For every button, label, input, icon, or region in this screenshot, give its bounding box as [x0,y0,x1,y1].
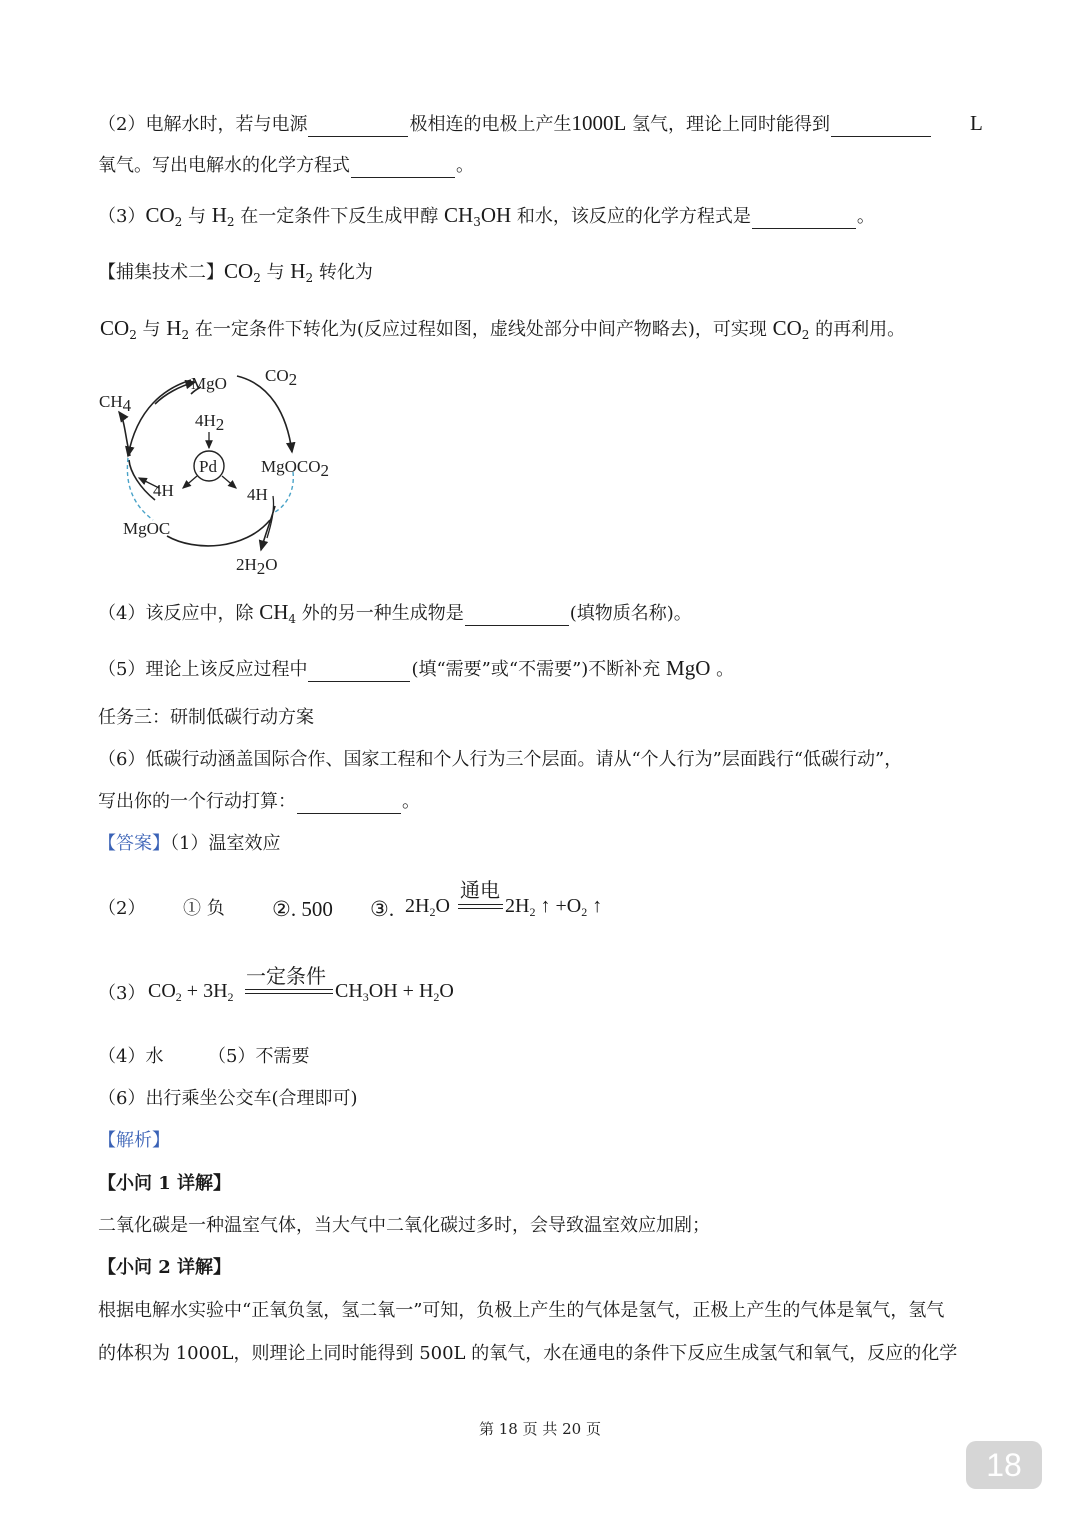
label-4h-left: 4H [153,481,174,500]
h-right-arrow [222,476,236,488]
question-2-line-2: 氧气。写出电解水的化学方程式 。 [98,155,474,176]
answer-2-1: ① 负 [183,898,225,919]
label-co2: CO2 [265,366,298,389]
question-5: （5）理论上该反应过程中 (填“需要”或“不需要”)不断补充 MgO 。 [98,656,735,680]
answer-3-pre: （3） [98,983,146,1004]
tech-2-heading: 【捕集技术二】$CO_2$ 与 $H_2$ 转化为 [98,259,373,285]
eq3-left: $CO_2 + 3H_2$ [148,980,234,1004]
task-3-heading: 任务三：研制低碳行动方案 [98,707,314,728]
label-4h-right: 4H [247,485,268,504]
label-water: 2H2O [236,555,278,578]
answer-4: （4）水 [98,1046,164,1067]
answer-blank [351,159,455,178]
eq2-condition: 通电 [460,878,500,902]
label-mgo: MgO [191,374,227,393]
label-mgoc: MgOC [123,519,171,538]
answer-blank [465,607,569,626]
question-6-line-1: （6）低碳行动涵盖国际合作、国家工程和个人行为三个层面。请从“个人行为”层面践行“低碳行动”， [98,749,903,770]
question-4: （4）该反应中，除 $CH_4$ 外的另一种生成物是 (填物质名称)。 [98,600,692,626]
arc-bottom-to-water [167,520,270,546]
answer-blank [308,663,410,682]
answer-blank [752,210,856,229]
eq3-condition: 一定条件 [246,964,326,988]
answer-blank [831,118,931,137]
eq3-equals [245,989,333,994]
arc-mgo-to-ch4 [128,380,191,456]
arc-ch4-branch [119,412,130,456]
sub-question-1-heading: 【小问 1 详解】 [98,1173,232,1194]
sub-question-2-heading: 【小问 2 详解】 [98,1257,232,1278]
eq3-right: $CH_3OH + H_2O$ [335,980,454,1004]
arc-mgo-to-mgoco2 [237,376,292,452]
unit-l: L [970,111,983,135]
reaction-cycle-diagram [95,360,355,580]
answer-2-pre: （2） [98,898,146,919]
intro-line: $CO_2$ 与 $H_2$ 在一定条件下转化为(反应过程如图，虚线处部分中间产物略去)，可实现 $CO_2$ 的再利用。 [100,316,906,342]
label-pd: Pd [199,457,217,476]
sub-question-1-text: 二氧化碳是一种温室气体，当大气中二氧化碳过多时，会导致温室效应加剧； [98,1215,710,1236]
answer-blank [297,795,401,814]
sub-question-2-line-2: 的体积为 1000L，则理论上同时能得到 500L 的氧气，水在通电的条件下反应生成氢气和氧气，反应的化学 [98,1343,958,1364]
question-2-line-1: （2）电解水时，若与电源 极相连的电极上产生1000L 氢气，理论上同时能得到 [98,111,932,137]
answer-blank [308,118,408,137]
h-right-to-cycle [267,496,274,538]
answer-5: （5）不需要 [208,1046,310,1067]
analysis-label: 【解析】 [98,1130,170,1151]
question-6-line-2: 写出你的一个行动打算： 。 [98,791,420,812]
page-number-badge: 18 [966,1441,1042,1489]
label-4h2: 4H2 [195,411,225,434]
eq2-left: $2H_2O$ [405,895,450,919]
eq2-equals [458,904,503,909]
label-mgoco2: MgOCO2 [261,457,330,480]
question-3: $(3)CO_2$ 与 $H_2$ 在一定条件下反生成甲醇 $CH_3OH$ 和水，该反应的化学方程式是 。 [98,203,875,229]
h-left-arrow [183,476,197,488]
page-footer: 第 18 页 共 20 页 [478,1420,601,1438]
dashed-right [275,472,293,512]
arc-into-mgo [155,382,195,404]
answer-2-3: ③. [370,897,395,921]
answer-label: 【答案】 [98,833,170,854]
sub-question-2-line-1: 根据电解水实验中“正氧负氢，氢二氧一”可知，负极上产生的气体是氢气，正极上产生的气体是氧气，氢气 [98,1300,945,1321]
answer-1: 【答案】（1）温室效应 [98,833,281,854]
answer-2-2: ②. 500 [272,897,333,921]
answer-6: （6）出行乘坐公交车(合理即可) [98,1088,358,1109]
label-ch4: CH4 [99,392,132,415]
eq2-right: $2H_2$ ↑ $+O_2$ ↑ [505,895,603,919]
